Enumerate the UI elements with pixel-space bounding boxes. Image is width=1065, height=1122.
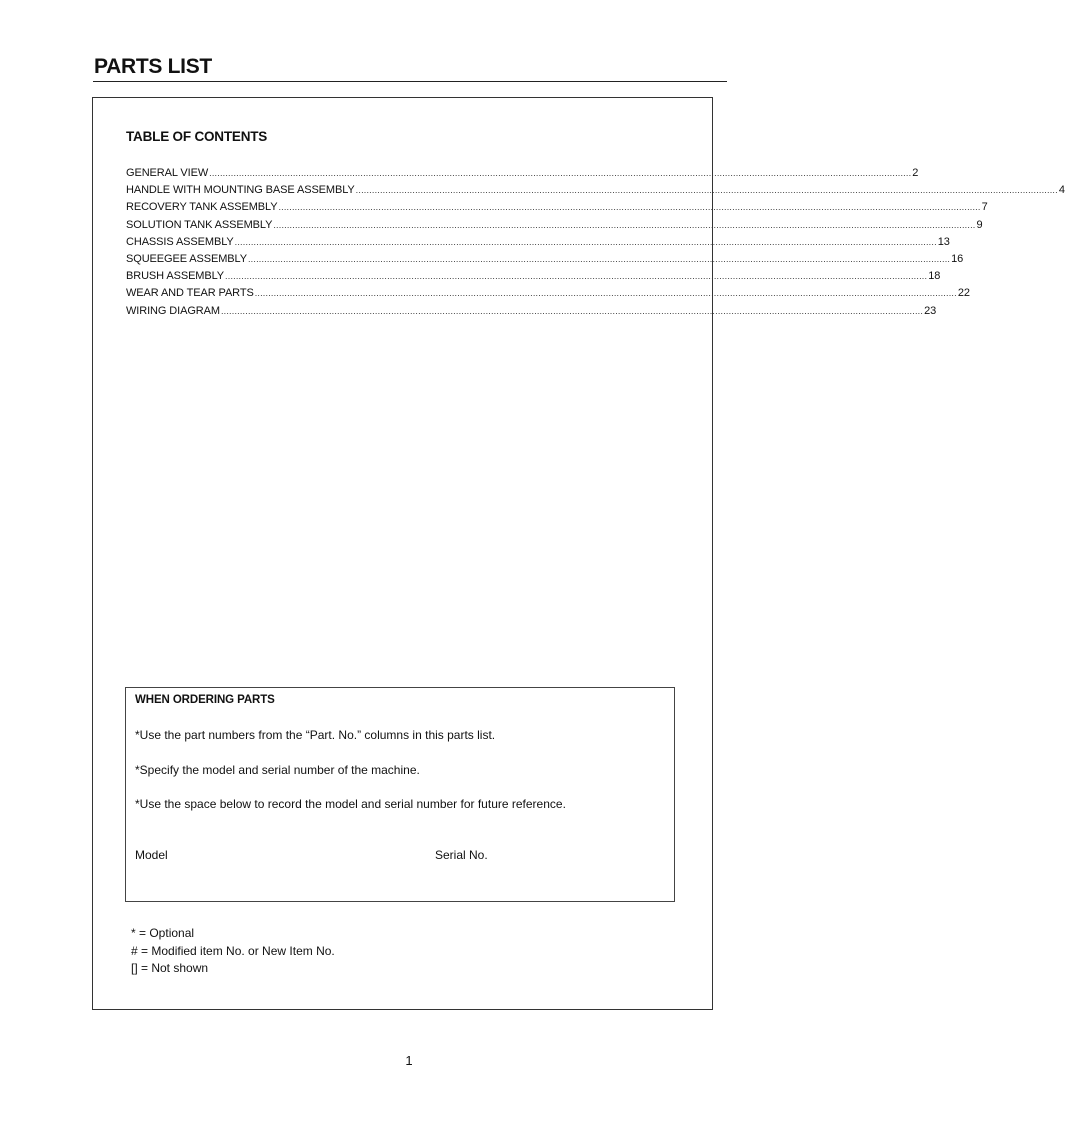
toc-entry[interactable] [126,165,919,182]
toc-entry[interactable] [126,285,970,302]
toc-entry-label: BRUSH ASSEMBLY [126,270,225,283]
toc-entry[interactable] [126,217,983,234]
toc-leader: .................................................................................................................................................................................................................................................................... [234,236,937,247]
page-number: 1 [405,1053,413,1068]
toc-entry-page: 22 [957,287,970,300]
toc-entry-page: 9 [976,218,983,231]
toc-entry-label: WIRING DIAGRAM [126,304,220,317]
legend-item: * = Optional [131,926,195,940]
toc-entry[interactable] [126,251,964,268]
toc-leader: .................................................................................................................................................................................................................................................................... [254,288,957,299]
legend-item: [] = Not shown [131,961,209,975]
toc-entry-page: 16 [951,252,964,265]
toc-entry-label: SOLUTION TANK ASSEMBLY [126,218,273,231]
serial-number-label: Serial No. [435,848,488,862]
toc-heading: TABLE OF CONTENTS [126,129,268,144]
ordering-instruction: *Use the part numbers from the “Part. No.” columns in this parts list. [135,728,496,742]
toc-leader: .................................................................................................................................................................................................................................................................... [220,305,924,316]
legend-item: # = Modified item No. or New Item No. [131,943,335,958]
toc-entry[interactable] [126,182,1065,199]
toc-entry[interactable] [126,234,950,251]
ordering-instruction: *Use the space below to record the model and serial number for future reference. [135,797,566,811]
toc-entry-page: 4 [1058,184,1065,197]
toc-entry[interactable] [126,303,937,320]
ordering-instruction: *Specify the model and serial number of the machine. [135,763,420,777]
toc-leader: .................................................................................................................................................................................................................................................................... [273,219,976,230]
toc-entry[interactable] [126,199,988,216]
toc-entry-page: 18 [928,270,941,283]
toc-leader: .................................................................................................................................................................................................................................................................... [278,202,981,213]
page-title: PARTS LIST [94,55,212,78]
toc-leader: .................................................................................................................................................................................................................................................................... [209,168,912,178]
toc-entry-page: 2 [912,167,919,179]
model-label: Model [135,848,168,862]
toc-entry-label: RECOVERY TANK ASSEMBLY [126,201,278,214]
toc-entry-label: SQUEEGEE ASSEMBLY [126,252,247,265]
ordering-heading: WHEN ORDERING PARTS [135,694,275,706]
toc-entry-label: WEAR AND TEAR PARTS [126,287,254,300]
toc-entry-label: CHASSIS ASSEMBLY [126,235,234,248]
toc-list [126,165,1065,320]
toc-leader: .................................................................................................................................................................................................................................................................... [225,271,928,282]
title-rule [93,81,727,82]
toc-leader: .................................................................................................................................................................................................................................................................... [247,253,951,264]
toc-entry[interactable] [126,268,941,285]
legend [131,925,335,978]
toc-entry-page: 7 [981,201,988,214]
ordering-box [125,687,675,902]
toc-entry-label: GENERAL VIEW [126,167,209,179]
toc-entry-page: 13 [937,235,950,248]
toc-entry-page: 23 [924,304,937,317]
toc-leader: .................................................................................................................................................................................................................................................................... [355,185,1058,196]
toc-entry-label: HANDLE WITH MOUNTING BASE ASSEMBLY [126,184,355,197]
